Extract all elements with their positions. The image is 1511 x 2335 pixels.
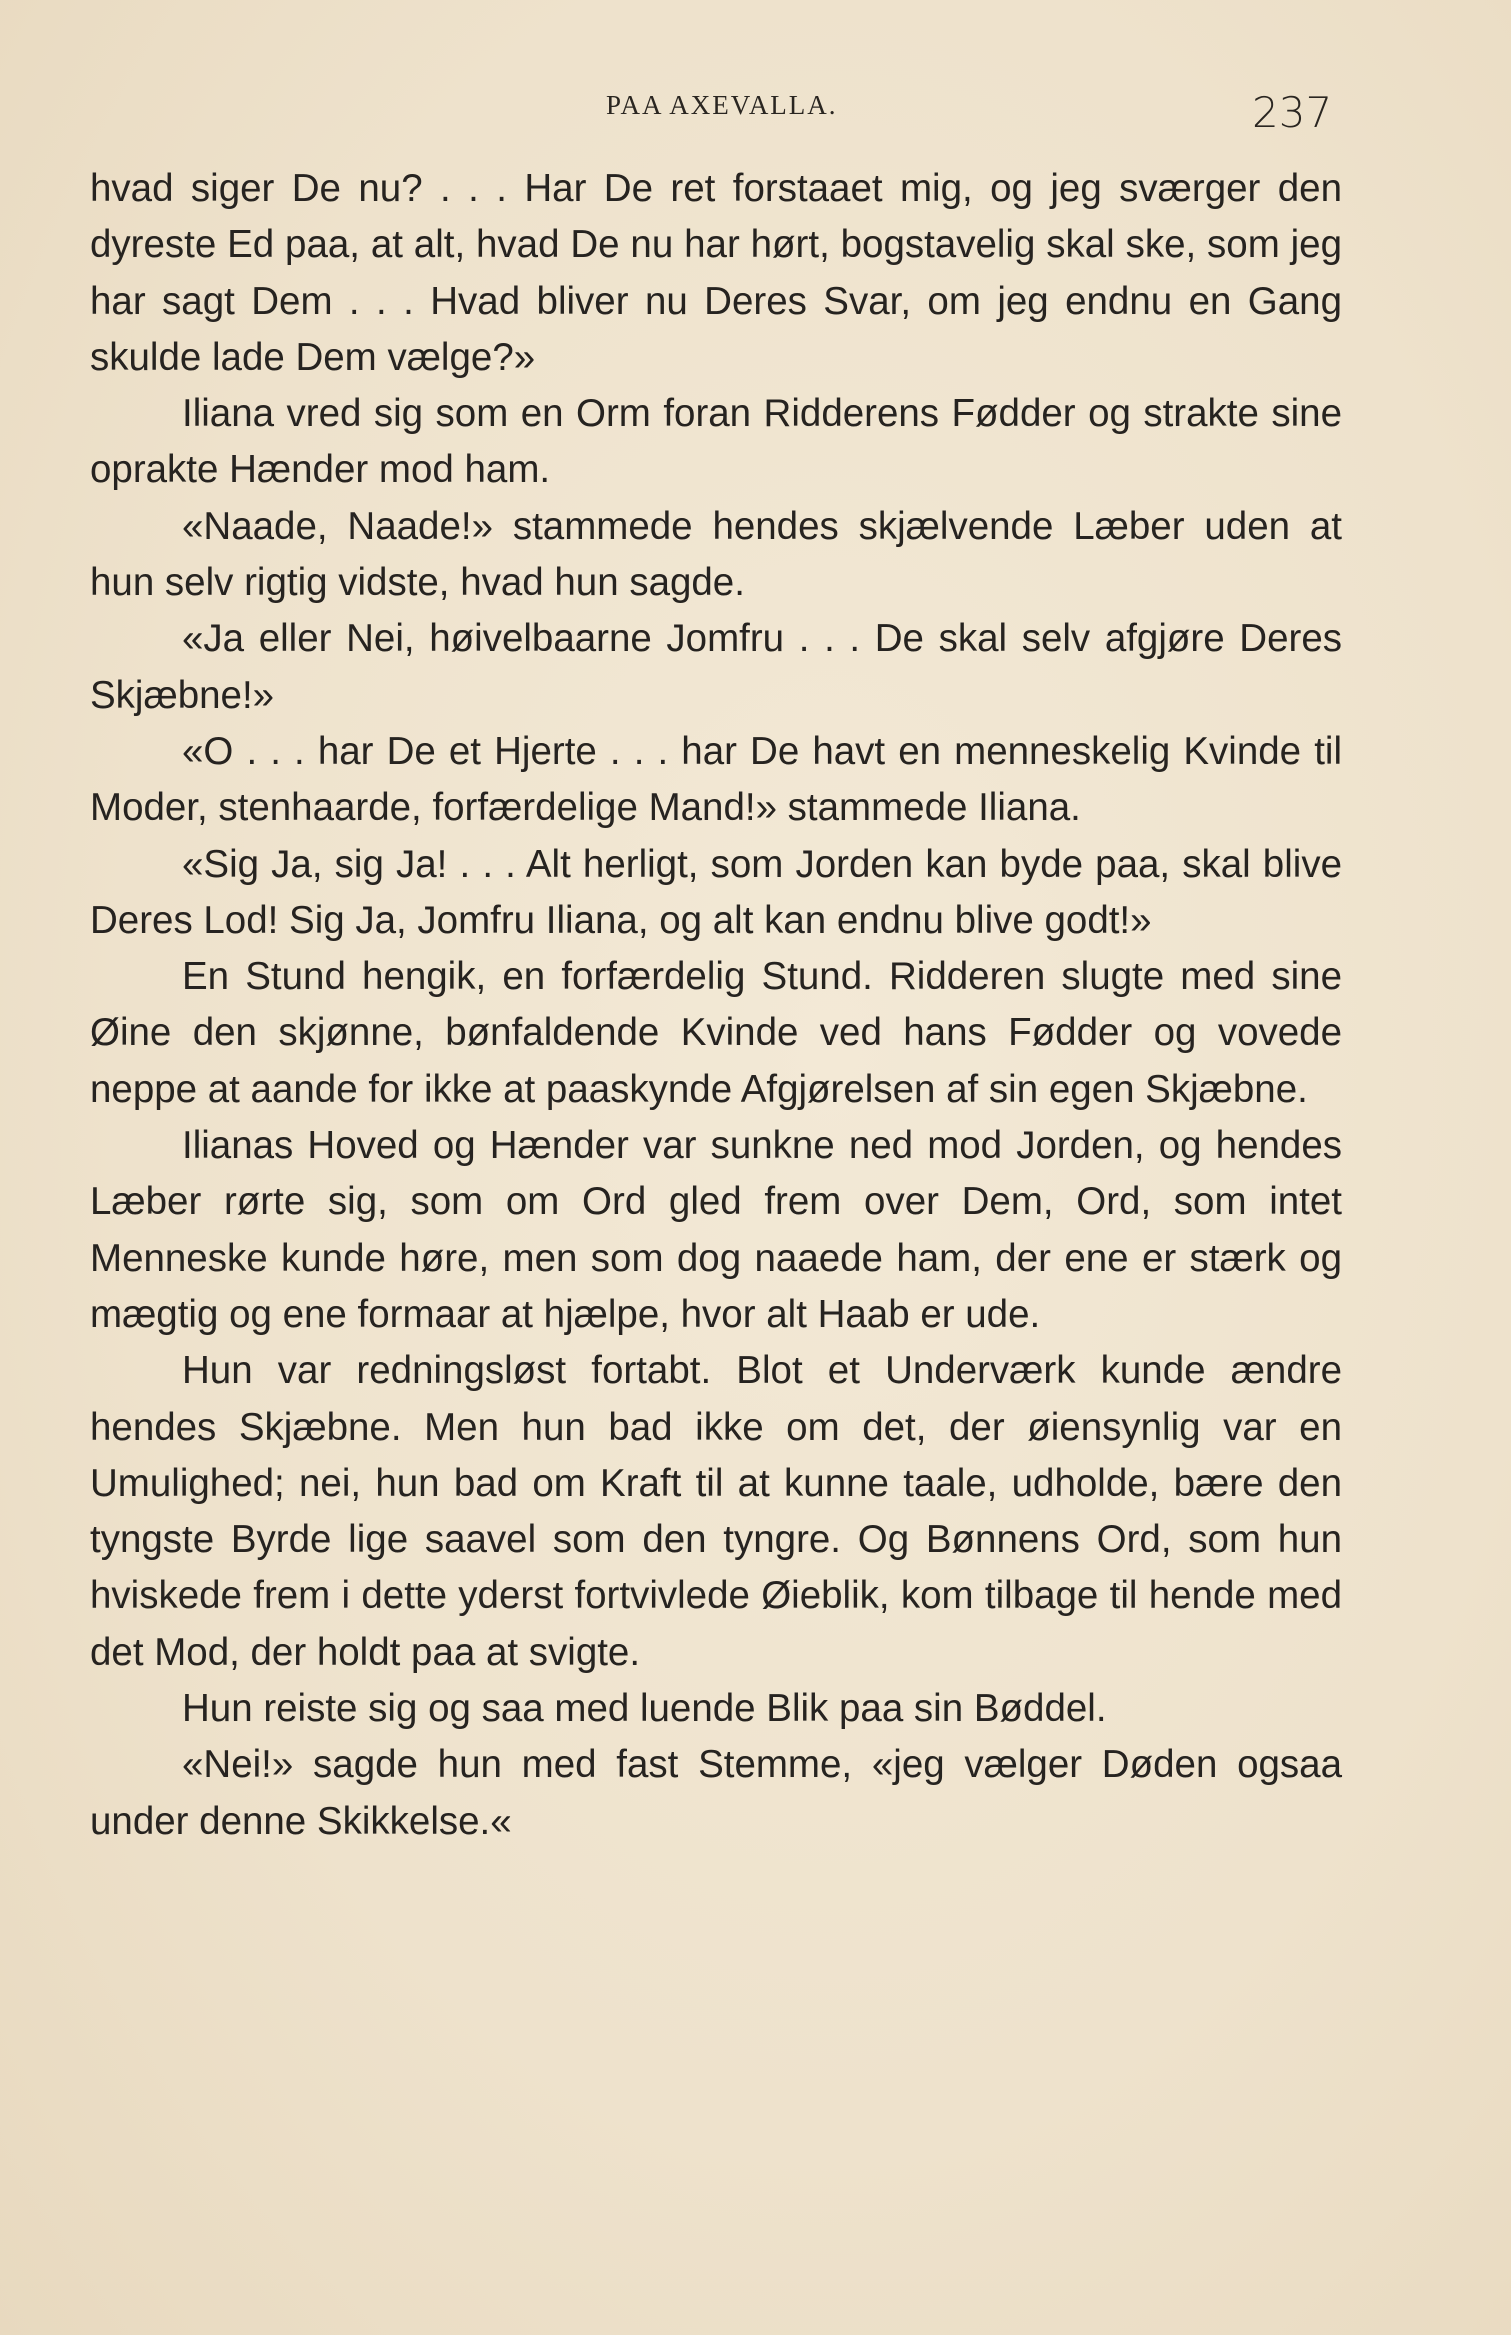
paragraph: Ilianas Hoved og Hænder var sunkne ned mod Jorden, og hendes Læber rørte sig, som om Ord gled frem over Dem, Ord, som intet Menneske kunde høre, men som dog naaede ham, der ene er stærk og mægtig og ene formaar at hjælpe, hvor alt Haab er ude. [90, 1124, 1342, 1336]
paragraph: «Sig Ja, sig Ja! . . . Alt herligt, som Jorden kan byde paa, skal blive Deres Lod! Sig Ja, Jomfru Iliana, og alt kan endnu blive godt!» [90, 842, 1342, 942]
paragraph: hvad siger De nu? . . . Har De ret forstaaet mig, og jeg sværger den dyreste Ed paa, at alt, hvad De nu har hørt, bogstavelig skal ske, som jeg har sagt Dem . . . Hvad bliver nu Deres Svar, om jeg endnu en Gang skulde lade Dem vælge?» [90, 167, 1342, 379]
paragraph: «O . . . har De et Hjerte . . . har De havt en menneskelig Kvinde til Moder, stenhaarde, forfærdelige Mand!» stammede Iliana. [90, 729, 1342, 830]
paragraph: Hun reiste sig og saa med luende Blik paa sin Bøddel. [182, 1687, 1107, 1731]
paragraph: «Naade, Naade!» stammede hendes skjælvende Læber uden at hun selv rigtig vidste, hvad hun sagde. [90, 504, 1342, 605]
paragraph: «Ja eller Nei, høivelbaarne Jomfru . . . De skal selv afgjøre Deres Skjæbne!» [90, 617, 1342, 717]
paragraph: Hun var redningsløst fortabt. Blot et Underværk kunde ændre hendes Skjæbne. Men hun bad ikke om det, der øiensynlig var en Umulighed; nei, hun bad om Kraft til at kunne taale, udholde, bære den tyngste Byrde lige saavel som den tyngre. Og Bønnens Ord, som hun hviskede frem i dette yderst fortvivlede Øieblik, kom tilbage til hende med det Mod, der holdt paa at svigte. [90, 1349, 1342, 1674]
running-head: PAA AXEVALLA. [606, 90, 838, 120]
page-header [0, 88, 1511, 148]
page-number: 237 [1252, 88, 1333, 137]
paragraph: «Nei!» sagde hun med fast Stemme, «jeg vælger Døden ogsaa under denne Skikkelse.« [90, 1743, 1342, 1843]
paragraph: En Stund hengik, en forfærdelig Stund. Ridderen slugte med sine Øine den skjønne, bønfaldende Kvinde ved hans Fødder og vovede neppe at aande for ikke at paaskynde Afgjørelsen af sin egen Skjæbne. [90, 955, 1342, 1111]
paragraph: Iliana vred sig som en Orm foran Ridderens Fødder og strakte sine oprakte Hænder mod ham. [90, 392, 1342, 492]
body-text [90, 161, 1342, 1850]
